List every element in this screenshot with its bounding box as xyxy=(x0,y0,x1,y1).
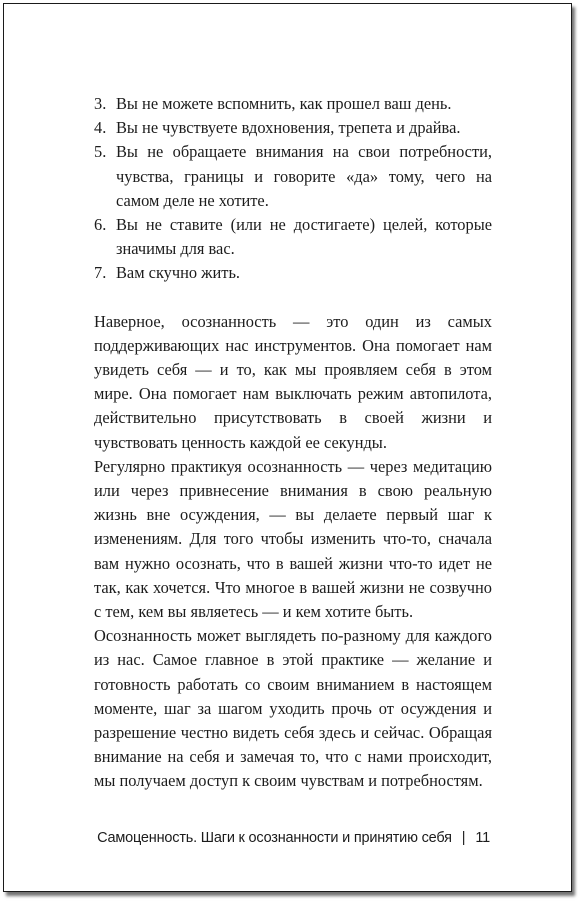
paragraph: Регулярно практикуя осознанность — через медитацию или через привнесение внимания в свою реальную жизнь вне осуждения, — вы делаете первый шаг к изменениям. Для того чтобы изменить что-то, сначала вам нужно осознать, что в вашей жизни что-то идет не так, как хочется. Что многое в вашей жизни не созвучно с тем, кем вы являетесь — и кем хотите быть. xyxy=(94,456,492,622)
section-gap xyxy=(94,286,492,310)
page-number: 11 xyxy=(475,830,490,846)
list-item-text: Вы не можете вспомнить, как прошел ваш день. xyxy=(116,94,452,113)
numbered-list xyxy=(94,92,492,286)
list-item-number: 6. xyxy=(94,215,107,235)
list-item-number: 3. xyxy=(94,94,107,113)
footer-separator: | xyxy=(461,830,466,846)
page-frame xyxy=(3,3,572,892)
list-item xyxy=(94,116,492,140)
running-footer xyxy=(4,830,490,846)
list-item-text: Вам скучно жить. xyxy=(116,263,241,283)
paragraph: Наверное, осознанность — это один из самых поддерживающих нас инструментов. Она помогает нам увидеть себя — и то, как мы проявляем себя в этом мире. Она помогает нам выключать режим автопилота, действительно присутствовать в своей жизни и чувствовать ценность каждой ее секунды. xyxy=(94,311,492,452)
list-item xyxy=(94,140,492,213)
list-item-number: 5. xyxy=(94,142,107,162)
list-item-text: Вы не чувствуете вдохновения, трепета и драйва. xyxy=(116,118,461,138)
list-item-number: 4. xyxy=(94,118,107,138)
list-item-number: 7. xyxy=(94,263,107,283)
list-item-text: Вы не ставите (или не достигаете) целей, которые значимы для вас. xyxy=(116,215,492,259)
page-body xyxy=(94,92,492,794)
list-item xyxy=(94,92,492,116)
running-title: Самоценность. Шаги к осознанности и принятию себя xyxy=(97,830,452,846)
paragraph: Осознанность может выглядеть по-разному для каждого из нас. Самое главное в этой практике — желание и готовность работать со своим вниманием в настоящем моменте, шаг за шагом уходить прочь от осуждения и разрешение честно видеть себя здесь и сейчас. Обращая внимание на себя и замечая то, что с нами происходит, мы получаем доступ к своим чувствам и потребностям. xyxy=(94,626,492,791)
list-item-text: Вы не обращаете внимания на свои потребности, чувства, границы и говорите «да» тому, чего на самом деле не хотите. xyxy=(116,142,492,210)
list-item xyxy=(94,261,492,285)
list-item xyxy=(94,213,492,261)
